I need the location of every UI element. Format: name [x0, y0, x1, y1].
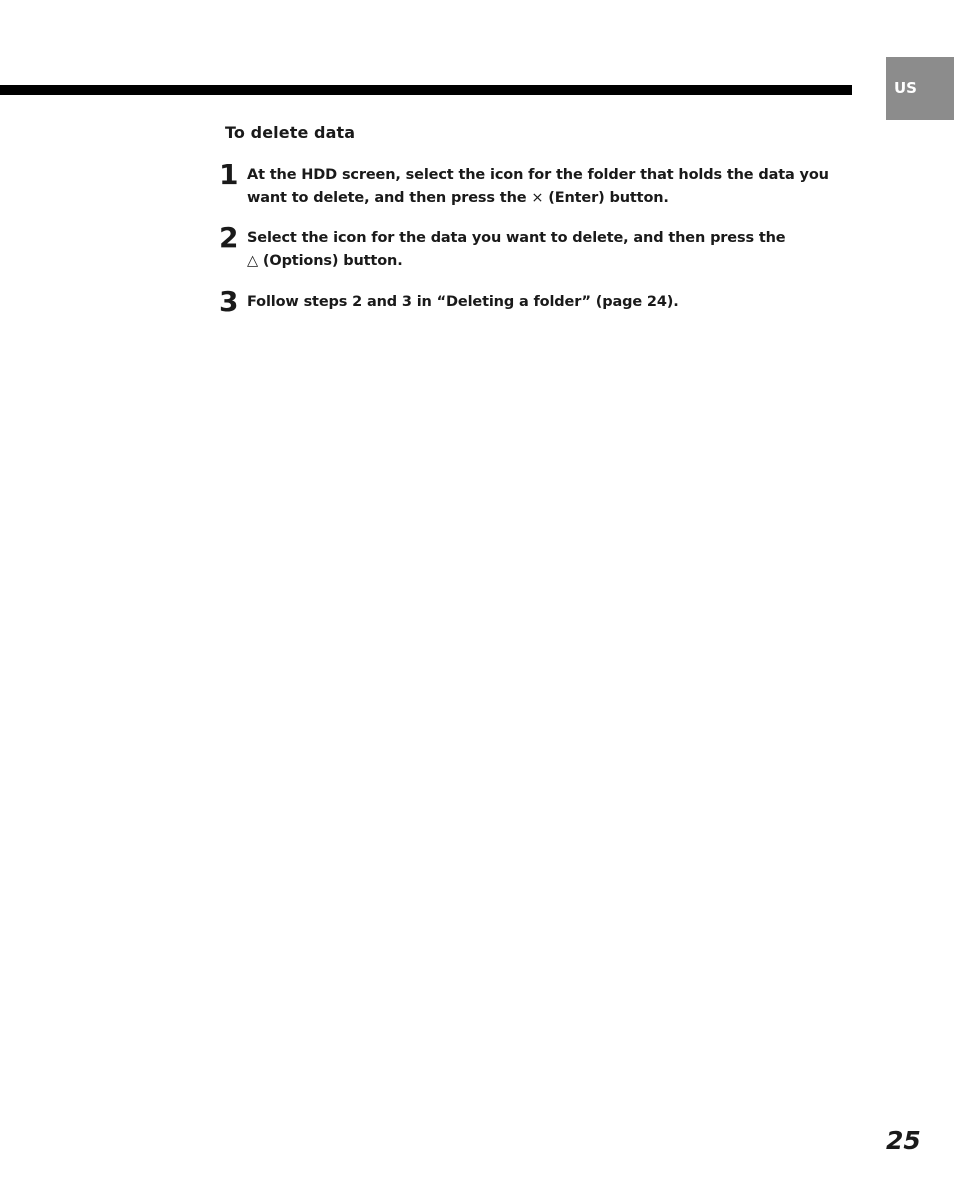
page-number: 25: [886, 1126, 921, 1155]
step-text-part: (Options) button.: [258, 253, 403, 269]
step-text-part: Select the icon for the data you want to delete, and then press the: [247, 230, 786, 246]
step-text: Follow steps 2 and 3 in “Deleting a folder” (page 24).: [247, 294, 679, 310]
header-rule: [0, 85, 852, 95]
step-number: 3: [219, 285, 238, 318]
section-heading: To delete data: [225, 123, 356, 142]
step-text-part: At the HDD screen, select the icon for the folder that holds the data you want to delete, and then press the: [247, 167, 829, 206]
step-text: [247, 164, 857, 210]
step-text: [247, 227, 857, 273]
step-number: 1: [219, 158, 238, 191]
cross-icon: ×: [531, 190, 544, 206]
triangle-icon: △: [247, 253, 259, 269]
step-text-part: (Enter) button.: [543, 190, 669, 206]
language-tab: US: [886, 57, 954, 120]
step-number: 2: [219, 221, 238, 254]
